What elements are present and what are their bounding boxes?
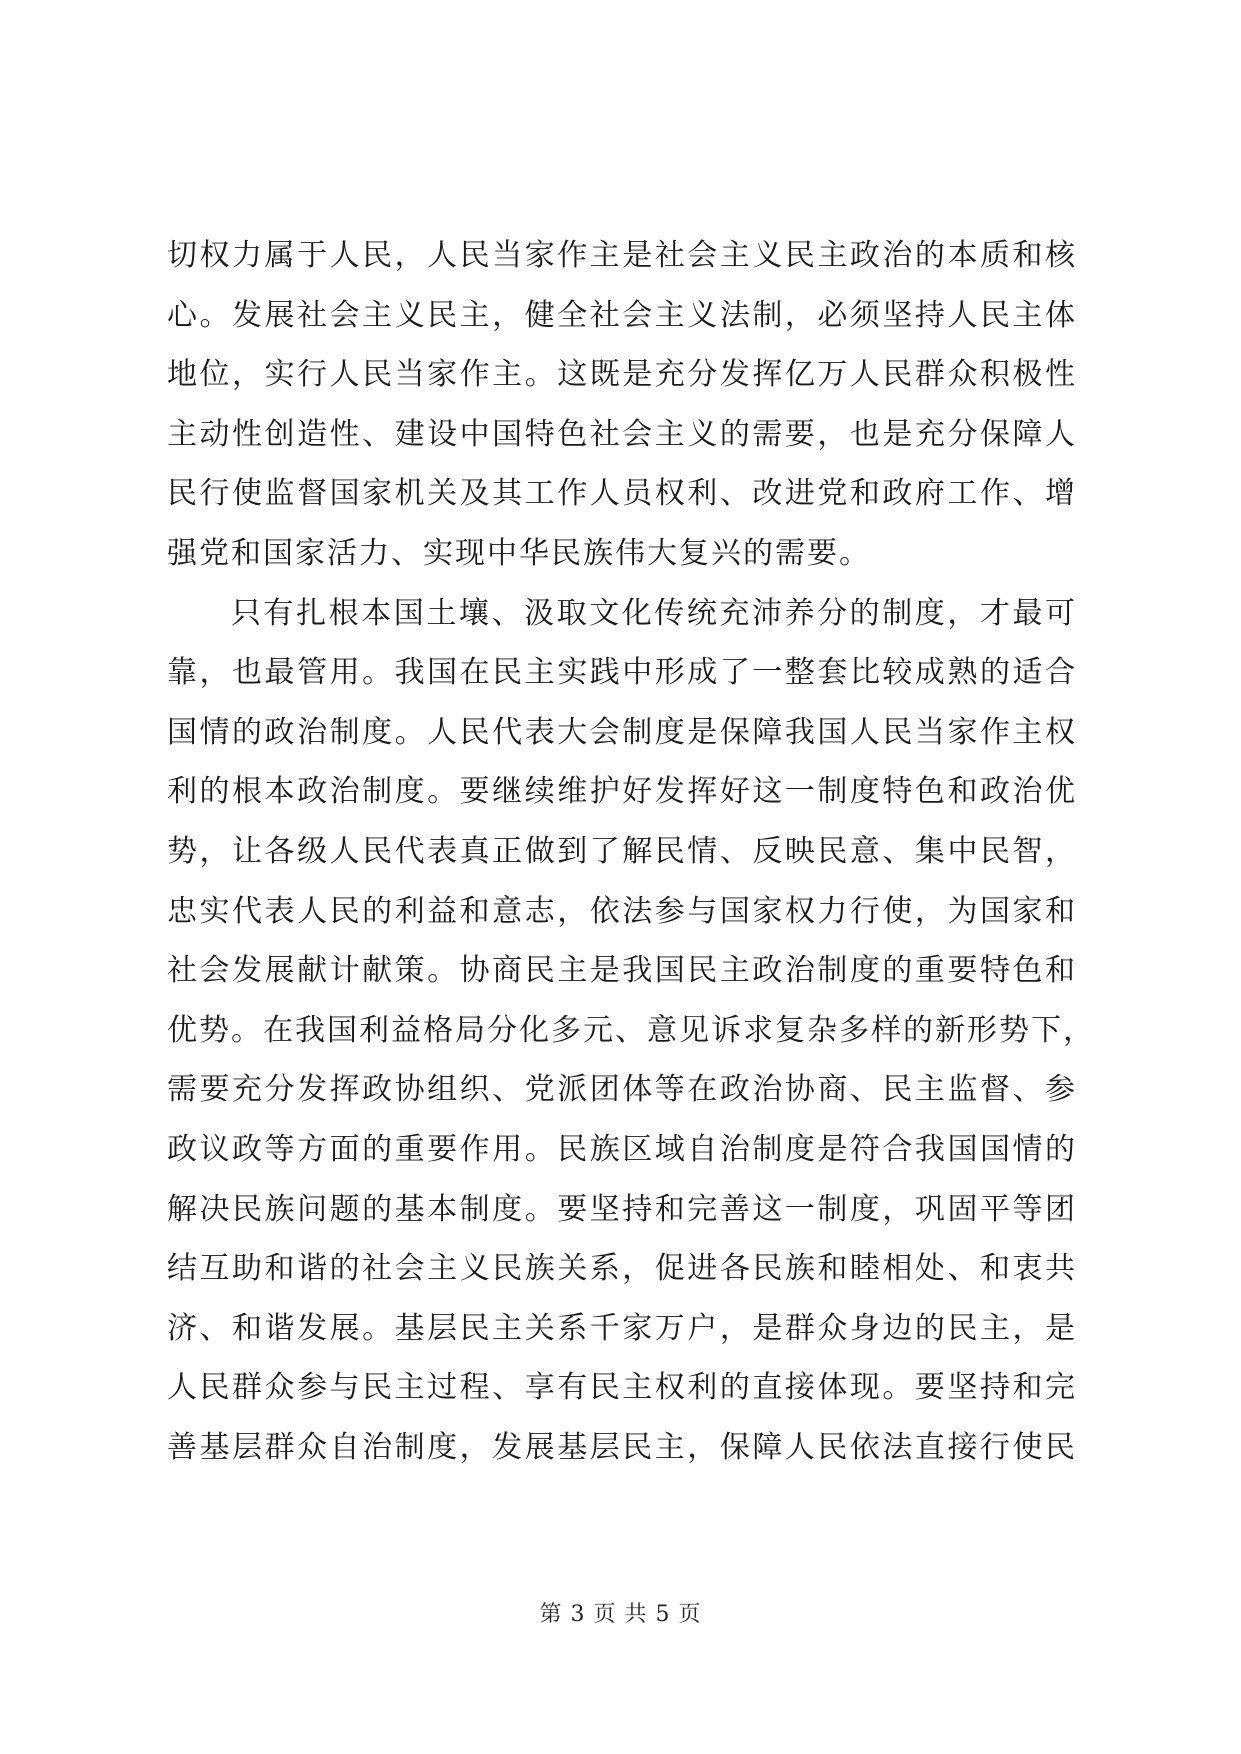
text-line: 济、和谐发展。基层民主关系千家万户，是群众身边的民主，是 (167, 1310, 1077, 1346)
text-line: 民行使监督国家机关及其工作人员权利、改进党和政府工作、增 (167, 476, 1077, 512)
text-line: 人民群众参与民主过程、享有民主权利的直接体现。要坚持和完 (167, 1370, 1077, 1406)
text-line: 强党和国家活力、实现中华民族伟大复兴的需要。 (167, 535, 871, 571)
paragraph-1 (167, 226, 1077, 584)
text-line: 切权力属于人民，人民当家作主是社会主义民主政治的本质和核 (167, 238, 1077, 273)
text-line: 靠，也最管用。我国在民主实践中形成了一整套比较成熟的适合 (167, 655, 1077, 691)
text-line: 解决民族问题的基本制度。要坚持和完善这一制度，巩固平等团 (167, 1191, 1077, 1227)
body-text (167, 226, 1095, 1477)
page-footer (0, 1600, 1241, 1630)
text-line: 优势。在我国利益格局分化多元、意见诉求复杂多样的新形势下， (167, 1012, 1095, 1048)
text-line: 社会发展献计献策。协商民主是我国民主政治制度的重要特色和 (167, 953, 1077, 989)
text-line: 势，让各级人民代表真正做到了解民情、反映民意、集中民智， (167, 833, 1077, 869)
text-line: 利的根本政治制度。要继续维护好发挥好这一制度特色和政治优 (167, 774, 1077, 810)
text-line: 忠实代表人民的利益和意志，依法参与国家权力行使，为国家和 (167, 893, 1077, 929)
paragraph-2 (167, 584, 1095, 1478)
text-line: 地位，实行人民当家作主。这既是充分发挥亿万人民群众积极性 (167, 357, 1077, 393)
text-line: 结互助和谐的社会主义民族关系，促进各民族和睦相处、和衷共 (167, 1251, 1077, 1287)
text-line: 国情的政治制度。人民代表大会制度是保障我国人民当家作主权 (167, 714, 1077, 750)
text-line: 政议政等方面的重要作用。民族区域自治制度是符合我国国情的 (167, 1131, 1077, 1167)
text-line: 只有扎根本国土壤、汲取文化传统充沛养分的制度，才最可 (231, 595, 1077, 631)
page-number-label: 第 3 页 共 5 页 (539, 1602, 702, 1627)
text-line: 善基层群众自治制度，发展基层民主，保障人民依法直接行使民 (167, 1429, 1077, 1465)
text-line: 心。发展社会主义民主，健全社会主义法制，必须坚持人民主体 (167, 297, 1077, 333)
text-line: 需要充分发挥政协组织、党派团体等在政治协商、民主监督、参 (167, 1072, 1077, 1108)
text-line: 主动性创造性、建设中国特色社会主义的需要，也是充分保障人 (167, 416, 1077, 452)
